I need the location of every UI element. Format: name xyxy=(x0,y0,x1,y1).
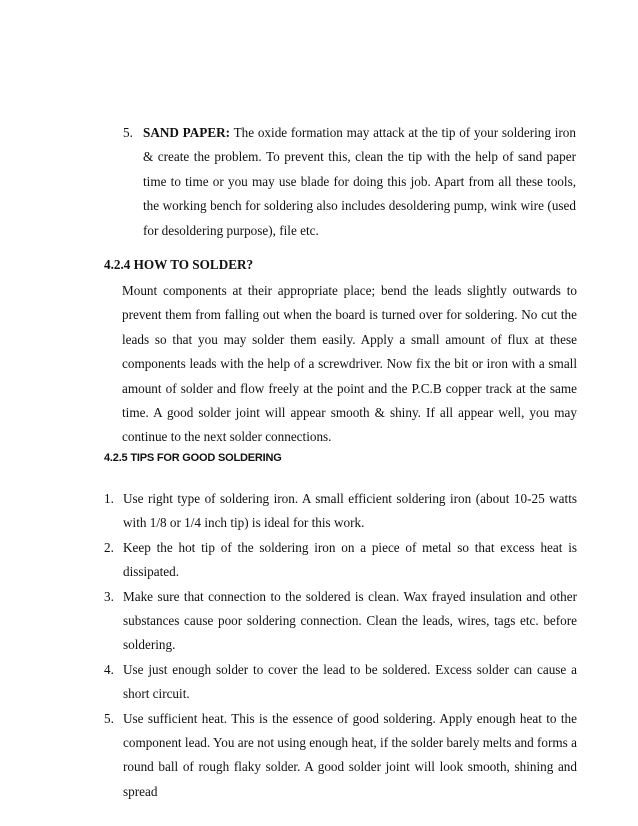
list-item-text: Use right type of soldering iron. A small efficient soldering iron (about 10-25 watts with 1/8 or 1/4 inch tip) is ideal for this work. xyxy=(123,491,577,531)
list-item-text: Use just enough solder to cover the lead to be soldered. Excess solder can cause a short circuit. xyxy=(123,661,577,702)
paragraph: Mount components at their appropriate place; bend the leads slightly outwards to prevent them from falling out when the board is turned over for soldering. No cut the leads so that you may solder them easily. Apply a small amount of flux at these components leads with the help of a screwdriver. Now fix the bit or iron with a small amount of solder and flow freely at the point and the P.C.B copper track at the same time. A good solder joint will appear smooth & shiny. If all appear well, you may continue to the next solder connections. xyxy=(122,283,577,445)
tips-list xyxy=(104,487,577,804)
list-item-number: 1. xyxy=(104,491,114,506)
list-item-text: Keep the hot tip of the soldering iron on a piece of metal so that excess heat is dissipated. xyxy=(123,539,577,580)
section-body-how-to-solder xyxy=(122,279,577,450)
list-item-number: 4. xyxy=(104,661,114,677)
list-item-sand-paper xyxy=(123,121,576,243)
list-item-number: 5. xyxy=(104,710,114,726)
list-item-text xyxy=(143,121,576,243)
list-item-title: SAND PAPER: xyxy=(143,125,231,140)
list-item xyxy=(104,536,577,585)
list-item xyxy=(104,707,577,805)
list-item-body: The oxide formation may attack at the tip of your soldering iron & create the problem. To prevent this, clean the tip with the help of sand paper time to time or you may use blade for doing this job. Apart from all these tools, the working bench for soldering also includes desoldering pump, wink wire (used for desoldering purpose), file etc. xyxy=(143,125,576,238)
list-item xyxy=(104,585,577,658)
section-heading-tips: 4.2.5 TIPS FOR GOOD SOLDERING xyxy=(104,452,282,464)
section-heading-how-to-solder: 4.2.4 HOW TO SOLDER? xyxy=(104,257,254,272)
list-item-number: 2. xyxy=(104,539,114,555)
list-item-text: Use sufficient heat. This is the essence of good soldering. Apply enough heat to the component lead. You are not using enough heat, if the solder barely melts and forms a round ball of rough flaky solder. A good solder joint will look smooth, shining and spread xyxy=(123,710,577,799)
list-item-number: 3. xyxy=(104,588,114,604)
list-item xyxy=(104,658,577,707)
list-item xyxy=(104,487,577,536)
list-item-text: Make sure that connection to the soldered is clean. Wax frayed insulation and other substances cause poor soldering connection. Clean the leads, wires, tags etc. before soldering. xyxy=(123,588,577,653)
list-item-number: 5. xyxy=(123,125,133,140)
